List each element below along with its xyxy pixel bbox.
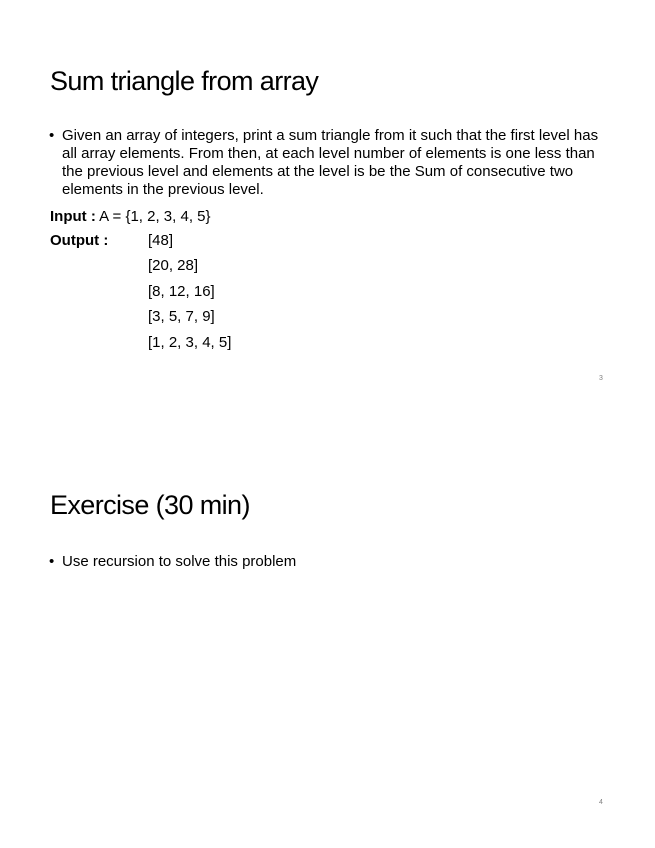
- bullet-text: Use recursion to solve this problem: [62, 553, 297, 570]
- bullet-dot: •: [49, 553, 55, 570]
- input-value: A = {1, 2, 3, 4, 5}: [99, 208, 211, 225]
- input-label: Input :: [50, 208, 96, 225]
- output-line: [48]: [148, 232, 174, 249]
- output-line: [20, 28]: [148, 257, 199, 274]
- output-line: [3, 5, 7, 9]: [148, 308, 215, 325]
- page-number: 3: [599, 375, 603, 382]
- output-label: Output :: [50, 232, 109, 249]
- bullet-item: [49, 553, 609, 571]
- input-row: [50, 208, 211, 226]
- bullet-text: Given an array of integers, print a sum triangle from it such that the first level has all array elements. From then, at each level number of elements is one less than the previous level and elements at the level is be the Sum of consecutive two elements in the previous level.: [62, 127, 599, 198]
- bullet-item: [49, 127, 609, 199]
- slide-4: [0, 424, 655, 848]
- page-number: 4: [599, 799, 603, 806]
- slide-title: Sum triangle from array: [50, 66, 319, 96]
- bullet-dot: •: [49, 127, 55, 144]
- slide-title: Exercise (30 min): [50, 490, 250, 520]
- output-label-row: [50, 232, 108, 250]
- output-line: [8, 12, 16]: [148, 283, 215, 300]
- output-line: [1, 2, 3, 4, 5]: [148, 334, 232, 351]
